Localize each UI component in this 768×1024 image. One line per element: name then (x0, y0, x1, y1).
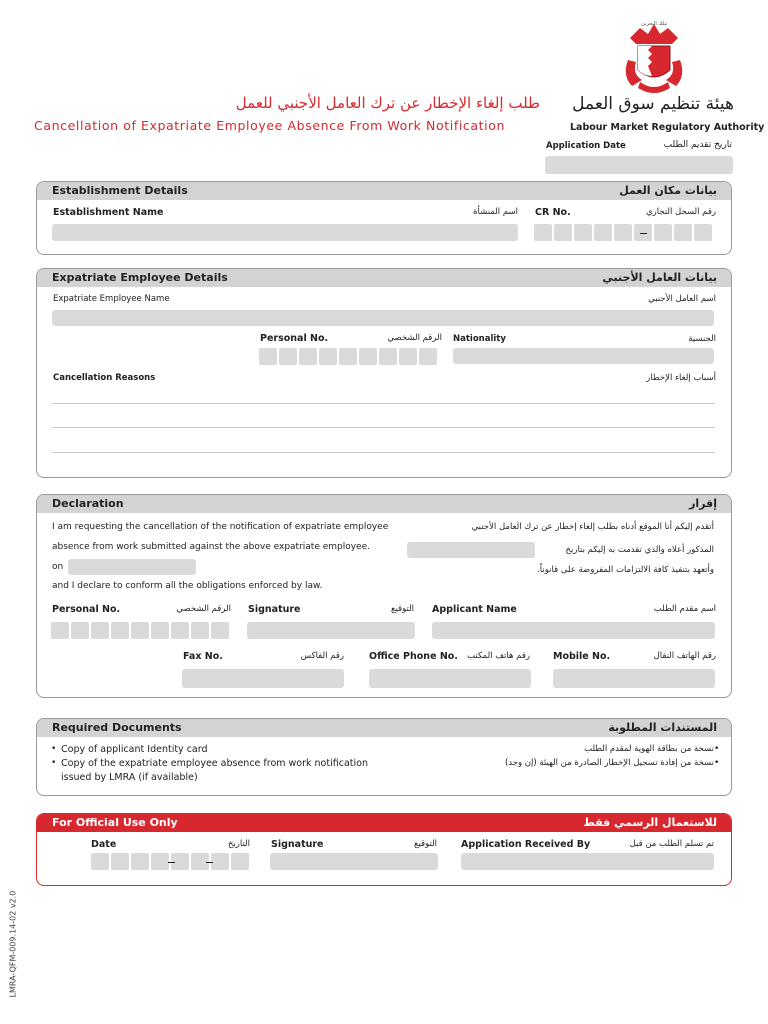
doc-bullet-2: • (51, 758, 57, 768)
office-phone-label-en: Office Phone No. (369, 651, 458, 662)
documents-header (37, 719, 731, 737)
employee-header (37, 269, 731, 287)
office-phone-label-ar: رقم هاتف المكتب (467, 651, 530, 661)
declaration-personal-label-en: Personal No. (52, 604, 121, 615)
employee-title-en: Expatriate Employee Details (52, 271, 228, 284)
cr-number-label-ar: رقم السجل التجاري (645, 207, 716, 217)
employee-personal-label-en: Personal No. (260, 333, 329, 344)
nationality-field[interactable] (453, 348, 714, 364)
reasons-line-3[interactable] (52, 452, 714, 453)
establishment-name-field[interactable] (52, 224, 518, 241)
documents-title-en: Required Documents (52, 721, 182, 734)
reasons-line-2[interactable] (52, 427, 714, 428)
mobile-label-ar: رقم الهاتف النقال (653, 651, 716, 661)
declaration-line2-ar: المذكور أعلاه والذي تقدمت به إليكم بتاريخ (565, 545, 714, 555)
declaration-line1-ar: أتقدم إليكم أنا الموقع أدناه بطلب إلغاء إخطار عن ترك العامل الأجنبي (471, 522, 714, 532)
cancellation-reasons-label-ar: أسباب إلغاء الإخطار (646, 373, 716, 383)
org-name-ar: هيئة تنظيم سوق العمل (572, 94, 734, 114)
cr-separator (640, 233, 647, 234)
establishment-header (37, 182, 731, 200)
declaration-signature-field[interactable] (247, 622, 415, 639)
declaration-line1-en: I am requesting the cancellation of the notification of expatriate employee (52, 522, 389, 532)
doc-bullet-ar-2: • (714, 758, 720, 768)
applicant-name-label-ar: اسم مقدم الطلب (653, 604, 716, 614)
fax-field[interactable] (182, 669, 344, 688)
form-title-ar: طلب إلغاء الإخطار عن ترك العامل الأجنبي للعمل (235, 94, 540, 112)
official-header (37, 814, 731, 832)
employee-title-ar: بيانات العامل الأجنبي (602, 271, 717, 284)
establishment-section (36, 181, 732, 255)
official-date-sep-2 (206, 862, 213, 863)
official-signature-field[interactable] (270, 853, 438, 870)
doc-item2a-en: Copy of the expatriate employee absence from work notification (61, 758, 368, 769)
declaration-line3-ar: وأتعهد بتنفيذ كافة الالتزامات المفروضة على قانوناً. (537, 565, 714, 575)
employee-name-field[interactable] (52, 310, 714, 326)
doc-item1-ar: نسخة من بطاقة الهوية لمقدم الطلب (584, 744, 714, 754)
official-date-label-ar: التاريخ (227, 839, 250, 849)
doc-item2-ar: نسخة من إفادة تسجيل الإخطار الصادرة من الهيئة (إن وجد) (504, 758, 714, 768)
declaration-line3-en: and I declare to conform all the obligations enforced by law. (52, 581, 323, 591)
declaration-header (37, 495, 731, 513)
received-by-field[interactable] (461, 853, 714, 870)
doc-item1-en: Copy of applicant Identity card (61, 744, 208, 755)
doc-item2b-en: issued by LMRA (if available) (61, 772, 198, 783)
employee-personal-boxes[interactable] (259, 348, 441, 365)
employee-personal-label-ar: الرقم الشخصي (387, 333, 442, 343)
establishment-name-label-en: Establishment Name (53, 207, 164, 218)
fax-label-en: Fax No. (183, 651, 223, 662)
establishment-title-ar: بيانات مكان العمل (619, 184, 717, 197)
received-by-label-en: Application Received By (461, 839, 591, 850)
declaration-title-en: Declaration (52, 497, 124, 510)
form-title-en: Cancellation of Expatriate Employee Absence From Work Notification (34, 118, 505, 133)
doc-bullet-ar-1: • (714, 744, 720, 754)
mobile-field[interactable] (553, 669, 715, 688)
declaration-title-ar: إقرار (689, 497, 717, 510)
establishment-name-label-ar: اسم المنشأة (473, 207, 518, 217)
received-by-label-ar: تم تسلم الطلب من قبل (629, 839, 714, 849)
official-date-label-en: Date (91, 839, 117, 850)
employee-name-label-en: Expatriate Employee Name (53, 294, 170, 304)
declaration-personal-boxes[interactable] (51, 622, 233, 639)
documents-title-ar: المستندات المطلوبة (608, 721, 717, 734)
applicant-name-field[interactable] (432, 622, 715, 639)
establishment-title-en: Establishment Details (52, 184, 188, 197)
org-name-en: Labour Market Regulatory Authority (570, 122, 765, 133)
cr-number-label-en: CR No. (535, 207, 571, 218)
declaration-signature-label-en: Signature (248, 604, 301, 615)
official-date-sep-1 (168, 862, 175, 863)
declaration-on-label: on (52, 562, 64, 572)
mobile-label-en: Mobile No. (553, 651, 611, 662)
declaration-date-field-ar[interactable] (407, 542, 535, 558)
svg-text:ملك البحرين: ملك البحرين (641, 21, 667, 27)
official-title-ar: للاستعمال الرسمي فقط (583, 816, 717, 829)
application-date-label-ar: تاريخ تقديم الطلب (663, 140, 732, 150)
official-signature-label-ar: التوقيع (413, 839, 437, 849)
cr-number-boxes[interactable] (534, 224, 716, 241)
official-title-en: For Official Use Only (52, 816, 178, 829)
declaration-date-field-en[interactable] (68, 559, 196, 575)
nationality-label-ar: الجنسية (688, 334, 716, 344)
lmra-logo (618, 20, 690, 100)
fax-label-ar: رقم الفاكس (300, 651, 344, 661)
reasons-line-1[interactable] (52, 403, 714, 404)
declaration-signature-label-ar: التوقيع (390, 604, 414, 614)
official-section (36, 813, 732, 886)
nationality-label-en: Nationality (453, 334, 506, 344)
official-signature-label-en: Signature (271, 839, 324, 850)
doc-bullet-1: • (51, 744, 57, 754)
declaration-personal-label-ar: الرقم الشخصي (176, 604, 231, 614)
application-date-label-en: Application Date (546, 141, 626, 151)
applicant-name-label-en: Applicant Name (432, 604, 517, 615)
application-date-field[interactable] (545, 156, 733, 174)
declaration-line2-en: absence from work submitted against the above expatriate employee. (52, 542, 370, 552)
office-phone-field[interactable] (369, 669, 531, 688)
form-code: LMRA-QFM-009.14-02 v2.0 (8, 890, 18, 998)
employee-name-label-ar: اسم العامل الأجنبي (648, 294, 716, 304)
documents-section (36, 718, 732, 796)
cancellation-reasons-label-en: Cancellation Reasons (53, 373, 156, 383)
